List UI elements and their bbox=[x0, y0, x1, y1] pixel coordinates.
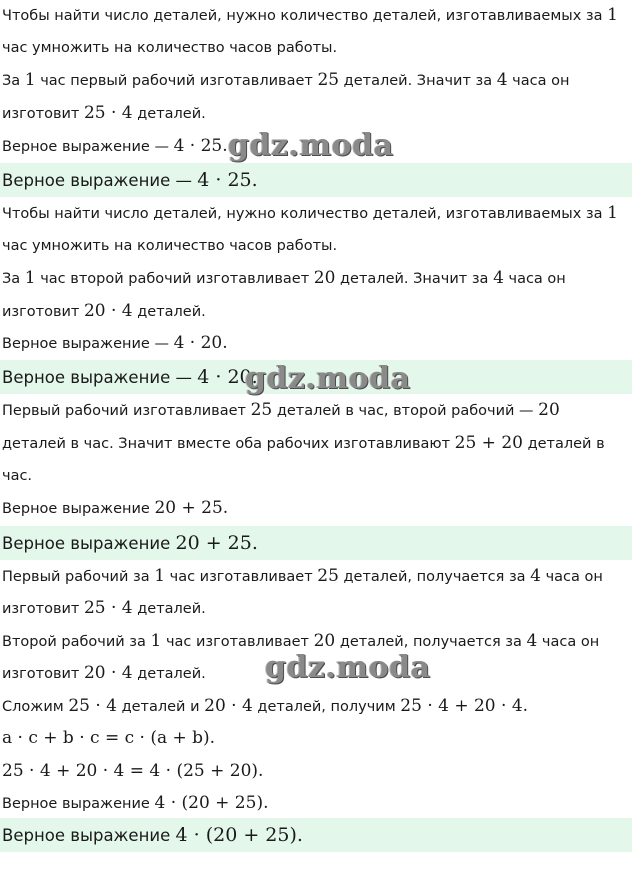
text-line bbox=[2, 728, 632, 749]
answer-box bbox=[0, 163, 632, 197]
text-line bbox=[2, 268, 632, 289]
answer-text bbox=[2, 533, 632, 554]
text-segment: Сложим bbox=[2, 699, 69, 715]
text-segment: изготовит bbox=[2, 666, 84, 682]
math-expression: 20 · 4 bbox=[83, 301, 133, 321]
math-expression: 25 bbox=[250, 400, 273, 420]
math-expression: 4 bbox=[526, 631, 538, 651]
text-segment: Верное выражение — bbox=[2, 368, 198, 387]
text-line bbox=[2, 301, 632, 322]
text-segment: деталей в bbox=[522, 436, 605, 452]
math-expression: 1 bbox=[24, 70, 36, 90]
text-segment: изготовит bbox=[2, 601, 84, 617]
math-expression: 1 bbox=[607, 203, 618, 223]
text-line bbox=[2, 761, 632, 782]
text-segment: часа он bbox=[540, 569, 603, 585]
math-expression: 25 · 4 bbox=[68, 696, 117, 716]
text-segment: час умножить на количество часов работы. bbox=[2, 40, 338, 56]
text-segment: Верное выражение bbox=[2, 796, 155, 812]
text-segment: деталей, получается за bbox=[335, 634, 527, 650]
text-segment: Верное выражение bbox=[2, 534, 176, 553]
text-segment: Верное выражение — bbox=[2, 171, 198, 190]
answer-text bbox=[2, 170, 632, 191]
text-segment: Верное выражение — bbox=[2, 139, 174, 155]
text-segment: деталей, получается за bbox=[338, 569, 531, 585]
math-expression: 4 · 20. bbox=[173, 333, 228, 353]
text-line bbox=[2, 696, 632, 717]
math-expression: a · c + b · c = c · (a + b). bbox=[2, 728, 216, 748]
text-segment: деталей. bbox=[132, 601, 206, 617]
math-expression: 25 · 4 + 20 · 4 = 4 · (25 + 20). bbox=[2, 761, 264, 781]
math-expression: 4 · 25. bbox=[173, 136, 228, 156]
text-line bbox=[2, 433, 632, 454]
math-expression: 20 bbox=[313, 268, 336, 288]
text-segment: деталей. bbox=[132, 666, 206, 682]
text-line bbox=[2, 400, 632, 421]
text-line bbox=[2, 566, 632, 587]
text-segment: Чтобы найти число деталей, нужно количество деталей, изготавливаемых за bbox=[2, 8, 608, 24]
text-line bbox=[2, 466, 632, 486]
text-line bbox=[2, 5, 632, 26]
math-expression: 4 · 20. bbox=[197, 366, 258, 388]
text-segment: деталей. Значит за bbox=[339, 73, 497, 89]
watermark: gdz.moda bbox=[265, 650, 431, 685]
text-segment: Верное выражение bbox=[2, 826, 176, 845]
text-segment: час первый рабочий изготавливает bbox=[35, 73, 318, 89]
text-segment: часа он bbox=[507, 73, 570, 89]
text-segment: деталей, получим bbox=[252, 699, 401, 715]
text-line bbox=[2, 631, 632, 652]
text-segment: деталей. Значит за bbox=[335, 271, 494, 287]
answer-box bbox=[0, 526, 632, 560]
math-expression: 1 bbox=[24, 268, 36, 288]
text-segment: Второй рабочий за bbox=[2, 634, 151, 650]
answer-text bbox=[2, 825, 632, 846]
text-segment: час умножить на количество часов работы. bbox=[2, 238, 338, 254]
math-expression: 20 bbox=[538, 400, 560, 420]
text-line bbox=[2, 203, 632, 224]
math-expression: 4 bbox=[496, 70, 508, 90]
text-line bbox=[2, 103, 632, 124]
text-segment: Верное выражение bbox=[2, 501, 155, 517]
math-expression: 4 bbox=[530, 566, 541, 586]
math-expression: 25 + 20 bbox=[454, 433, 523, 453]
text-line bbox=[2, 38, 632, 58]
text-segment: деталей и bbox=[116, 699, 205, 715]
math-expression: 25 · 4 bbox=[83, 598, 133, 618]
text-segment: За bbox=[2, 73, 25, 89]
watermark: gdz.moda bbox=[228, 128, 394, 163]
text-segment: деталей в час. Значит вместе оба рабочих изготавливают bbox=[2, 436, 455, 452]
math-expression: 4 · (20 + 25). bbox=[175, 824, 303, 846]
math-expression: 25 bbox=[317, 70, 340, 90]
text-line bbox=[2, 498, 632, 519]
math-expression: 25 · 4 bbox=[83, 103, 133, 123]
math-expression: 4 bbox=[493, 268, 504, 288]
math-expression: 1 bbox=[154, 566, 166, 586]
text-line bbox=[2, 598, 632, 619]
math-expression: 25 bbox=[317, 566, 339, 586]
math-expression: 20 + 25. bbox=[175, 532, 258, 554]
math-expression: 1 bbox=[150, 631, 162, 651]
math-expression: 4 · (20 + 25). bbox=[154, 793, 269, 813]
text-segment: час второй рабочий изготавливает bbox=[35, 271, 314, 287]
text-segment: изготовит bbox=[2, 304, 84, 320]
text-segment: За bbox=[2, 271, 25, 287]
text-segment: час. bbox=[2, 468, 33, 484]
text-segment: час изготавливает bbox=[165, 569, 318, 585]
math-expression: 20 · 4 bbox=[204, 696, 253, 716]
text-segment: Первый рабочий изготавливает bbox=[2, 403, 251, 419]
math-expression: 20 + 25. bbox=[154, 498, 229, 518]
math-expression: 25 · 4 + 20 · 4. bbox=[400, 696, 529, 716]
text-segment: Верное выражение — bbox=[2, 336, 174, 352]
text-segment: деталей. bbox=[132, 106, 206, 122]
text-segment: деталей в час, второй рабочий — bbox=[272, 403, 539, 419]
math-expression: 1 bbox=[607, 5, 618, 25]
text-segment: часа он bbox=[503, 271, 566, 287]
text-line bbox=[2, 333, 632, 354]
answer-box bbox=[0, 818, 632, 852]
text-segment: часа он bbox=[537, 634, 600, 650]
math-expression: 20 bbox=[313, 631, 336, 651]
text-line bbox=[2, 236, 632, 256]
math-expression: 4 · 25. bbox=[197, 169, 258, 191]
watermark: gdz.moda bbox=[245, 361, 411, 396]
text-line bbox=[2, 70, 632, 91]
text-line bbox=[2, 793, 632, 814]
math-expression: 20 · 4 bbox=[83, 663, 133, 683]
text-segment: час изготавливает bbox=[161, 634, 314, 650]
text-segment: Чтобы найти число деталей, нужно количество деталей, изготавливаемых за bbox=[2, 206, 608, 222]
text-segment: изготовит bbox=[2, 106, 84, 122]
text-segment: Первый рабочий за bbox=[2, 569, 155, 585]
text-segment: деталей. bbox=[132, 304, 206, 320]
